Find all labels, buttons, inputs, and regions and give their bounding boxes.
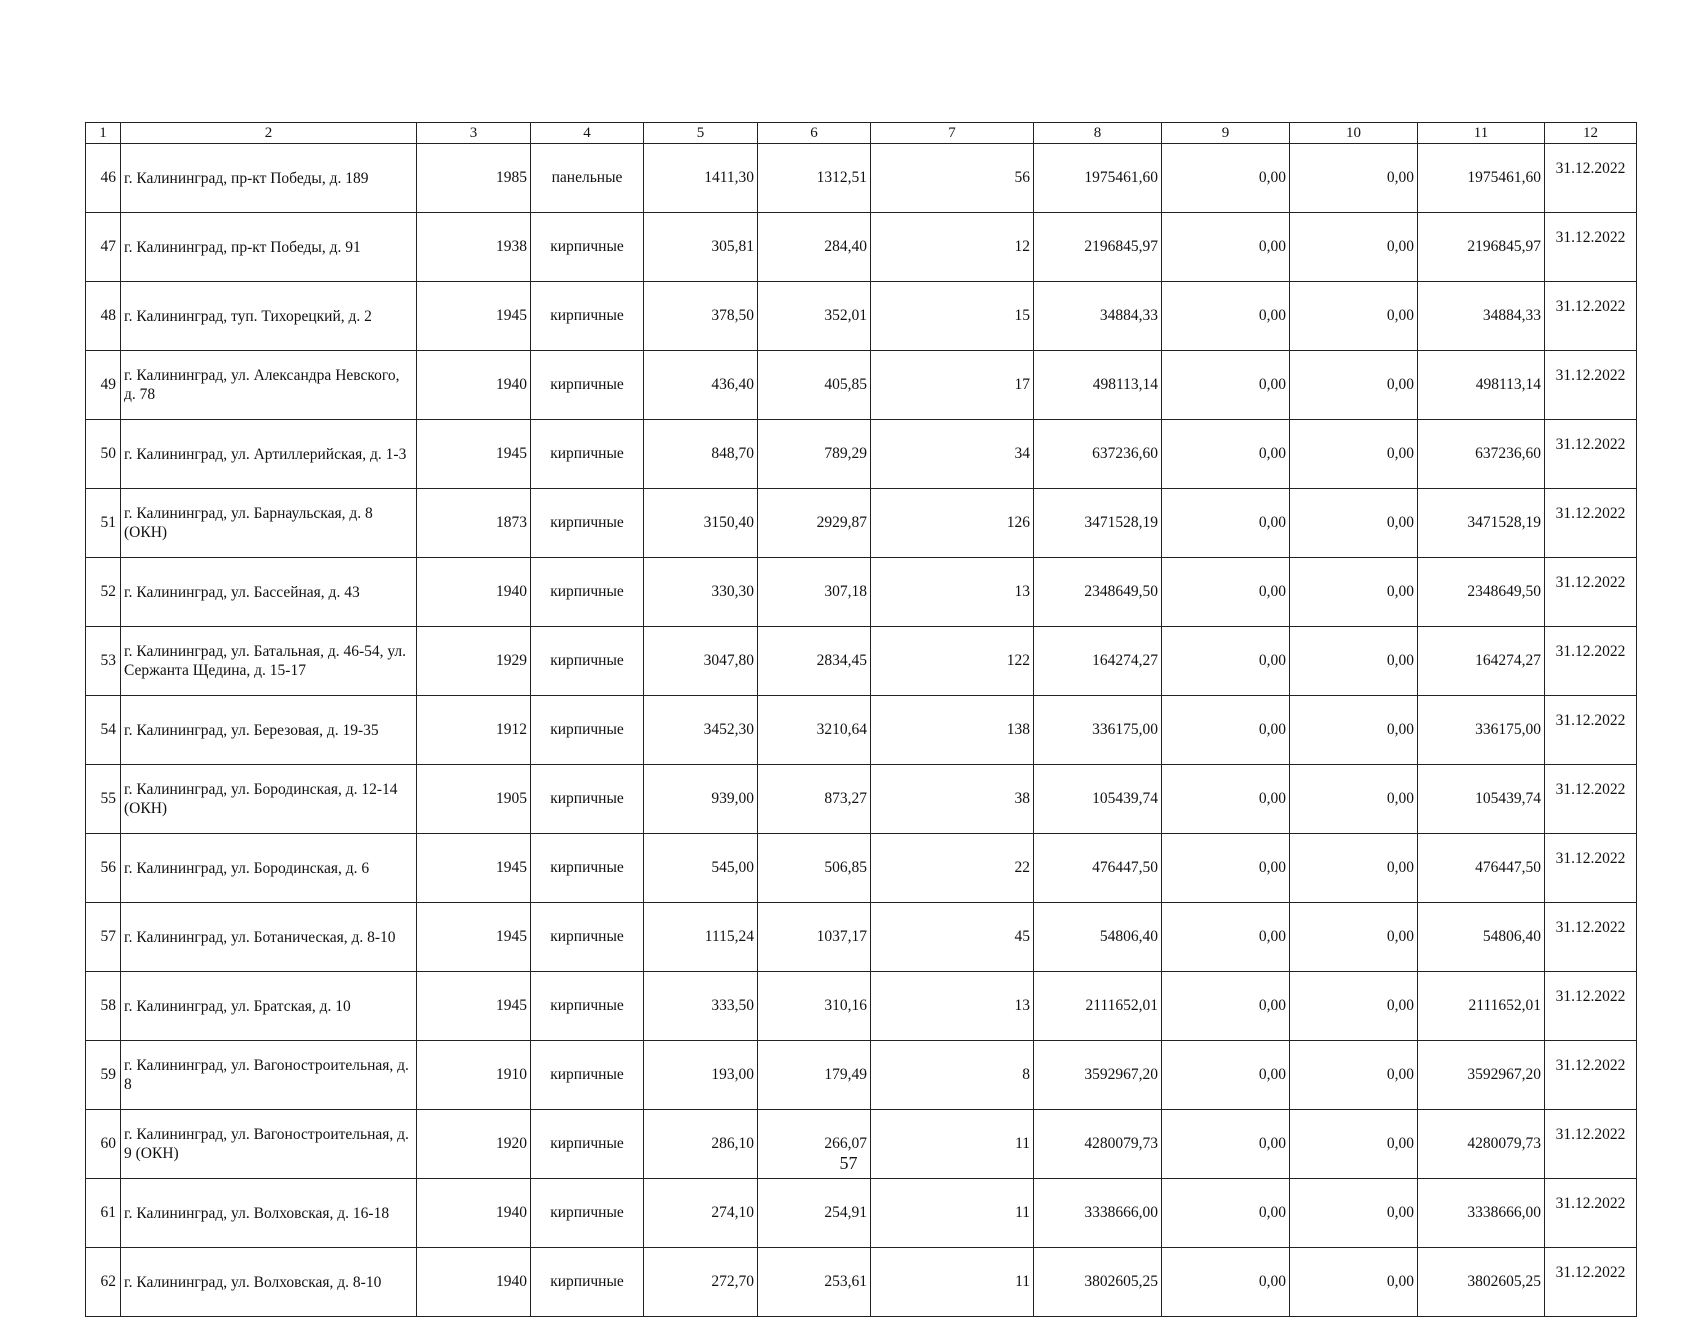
year-cell: 1940 <box>417 1248 531 1317</box>
address-cell: г. Калининград, ул. Волховская, д. 8-10 <box>121 1248 417 1317</box>
living-area-cell: 873,27 <box>758 765 871 834</box>
completion-date-cell: 31.12.2022 <box>1545 144 1637 213</box>
cost-owners-cell: 637236,60 <box>1418 420 1545 489</box>
cost-budget-cell: 0,00 <box>1290 351 1418 420</box>
completion-date-cell: 31.12.2022 <box>1545 627 1637 696</box>
cost-owners-cell: 3471528,19 <box>1418 489 1545 558</box>
year-cell: 1940 <box>417 1179 531 1248</box>
cost-budget-cell: 0,00 <box>1290 1041 1418 1110</box>
address-cell: г. Калининград, ул. Артиллерийская, д. 1-3 <box>121 420 417 489</box>
residents-count-cell: 15 <box>871 282 1034 351</box>
completion-date-cell: 31.12.2022 <box>1545 834 1637 903</box>
residents-count-cell: 38 <box>871 765 1034 834</box>
cost-budget-cell: 0,00 <box>1290 489 1418 558</box>
table-row <box>86 489 1637 558</box>
residents-count-cell: 22 <box>871 834 1034 903</box>
total-area-cell: 3452,30 <box>644 696 758 765</box>
year-cell: 1912 <box>417 696 531 765</box>
row-number-cell: 46 <box>86 144 121 213</box>
row-number-cell: 54 <box>86 696 121 765</box>
table-row <box>86 903 1637 972</box>
row-number-cell: 49 <box>86 351 121 420</box>
completion-date-cell: 31.12.2022 <box>1545 696 1637 765</box>
table-body <box>86 144 1637 1317</box>
completion-date-cell: 31.12.2022 <box>1545 1041 1637 1110</box>
page-number: 57 <box>839 1153 858 1173</box>
wall-material-cell: кирпичные <box>531 420 644 489</box>
wall-material-cell: кирпичные <box>531 282 644 351</box>
row-number-cell: 55 <box>86 765 121 834</box>
completion-date-cell: 31.12.2022 <box>1545 765 1637 834</box>
residents-count-cell: 122 <box>871 627 1034 696</box>
wall-material-cell: кирпичные <box>531 1248 644 1317</box>
residents-count-cell: 13 <box>871 558 1034 627</box>
completion-date-cell: 31.12.2022 <box>1545 282 1637 351</box>
column-header-6: 6 <box>758 123 871 144</box>
residents-count-cell: 45 <box>871 903 1034 972</box>
year-cell: 1945 <box>417 420 531 489</box>
cost-total-cell: 3338666,00 <box>1034 1179 1162 1248</box>
cost-budget-cell: 0,00 <box>1290 1110 1418 1179</box>
column-header-1: 1 <box>86 123 121 144</box>
cost-owners-cell: 2348649,50 <box>1418 558 1545 627</box>
living-area-cell: 789,29 <box>758 420 871 489</box>
wall-material-cell: кирпичные <box>531 765 644 834</box>
table-row <box>86 1248 1637 1317</box>
residents-count-cell: 17 <box>871 351 1034 420</box>
row-number-cell: 48 <box>86 282 121 351</box>
row-number-cell: 62 <box>86 1248 121 1317</box>
cost-total-cell: 498113,14 <box>1034 351 1162 420</box>
address-cell: г. Калининград, ул. Александра Невского, д. 78 <box>121 351 417 420</box>
total-area-cell: 1411,30 <box>644 144 758 213</box>
cost-budget-cell: 0,00 <box>1290 696 1418 765</box>
row-number-cell: 58 <box>86 972 121 1041</box>
living-area-cell: 253,61 <box>758 1248 871 1317</box>
year-cell: 1945 <box>417 972 531 1041</box>
row-number-cell: 53 <box>86 627 121 696</box>
living-area-cell: 2929,87 <box>758 489 871 558</box>
completion-date-cell: 31.12.2022 <box>1545 903 1637 972</box>
cost-fund-cell: 0,00 <box>1162 972 1290 1041</box>
year-cell: 1910 <box>417 1041 531 1110</box>
year-cell: 1929 <box>417 627 531 696</box>
cost-total-cell: 476447,50 <box>1034 834 1162 903</box>
table-row <box>86 282 1637 351</box>
cost-owners-cell: 336175,00 <box>1418 696 1545 765</box>
cost-fund-cell: 0,00 <box>1162 1248 1290 1317</box>
year-cell: 1940 <box>417 558 531 627</box>
cost-owners-cell: 476447,50 <box>1418 834 1545 903</box>
living-area-cell: 2834,45 <box>758 627 871 696</box>
table-row <box>86 558 1637 627</box>
table-row <box>86 1179 1637 1248</box>
column-header-4: 4 <box>531 123 644 144</box>
address-cell: г. Калининград, ул. Бассейная, д. 43 <box>121 558 417 627</box>
address-cell: г. Калининград, туп. Тихорецкий, д. 2 <box>121 282 417 351</box>
total-area-cell: 272,70 <box>644 1248 758 1317</box>
cost-budget-cell: 0,00 <box>1290 627 1418 696</box>
cost-owners-cell: 164274,27 <box>1418 627 1545 696</box>
wall-material-cell: кирпичные <box>531 696 644 765</box>
living-area-cell: 284,40 <box>758 213 871 282</box>
total-area-cell: 3150,40 <box>644 489 758 558</box>
living-area-cell: 405,85 <box>758 351 871 420</box>
cost-fund-cell: 0,00 <box>1162 834 1290 903</box>
cost-fund-cell: 0,00 <box>1162 351 1290 420</box>
wall-material-cell: кирпичные <box>531 1110 644 1179</box>
total-area-cell: 848,70 <box>644 420 758 489</box>
completion-date-cell: 31.12.2022 <box>1545 972 1637 1041</box>
cost-budget-cell: 0,00 <box>1290 1248 1418 1317</box>
cost-fund-cell: 0,00 <box>1162 1041 1290 1110</box>
residents-count-cell: 12 <box>871 213 1034 282</box>
row-number-cell: 56 <box>86 834 121 903</box>
column-header-11: 11 <box>1418 123 1545 144</box>
row-number-cell: 52 <box>86 558 121 627</box>
year-cell: 1945 <box>417 903 531 972</box>
table-row <box>86 627 1637 696</box>
wall-material-cell: кирпичные <box>531 903 644 972</box>
total-area-cell: 545,00 <box>644 834 758 903</box>
cost-total-cell: 2111652,01 <box>1034 972 1162 1041</box>
wall-material-cell: кирпичные <box>531 558 644 627</box>
column-header-5: 5 <box>644 123 758 144</box>
cost-total-cell: 164274,27 <box>1034 627 1162 696</box>
cost-budget-cell: 0,00 <box>1290 1179 1418 1248</box>
cost-budget-cell: 0,00 <box>1290 834 1418 903</box>
total-area-cell: 333,50 <box>644 972 758 1041</box>
cost-fund-cell: 0,00 <box>1162 903 1290 972</box>
year-cell: 1873 <box>417 489 531 558</box>
year-cell: 1920 <box>417 1110 531 1179</box>
column-header-10: 10 <box>1290 123 1418 144</box>
total-area-cell: 193,00 <box>644 1041 758 1110</box>
row-number-cell: 47 <box>86 213 121 282</box>
row-number-cell: 60 <box>86 1110 121 1179</box>
cost-fund-cell: 0,00 <box>1162 489 1290 558</box>
cost-owners-cell: 2111652,01 <box>1418 972 1545 1041</box>
cost-owners-cell: 3592967,20 <box>1418 1041 1545 1110</box>
year-cell: 1945 <box>417 834 531 903</box>
completion-date-cell: 31.12.2022 <box>1545 1248 1637 1317</box>
completion-date-cell: 31.12.2022 <box>1545 351 1637 420</box>
cost-budget-cell: 0,00 <box>1290 765 1418 834</box>
completion-date-cell: 31.12.2022 <box>1545 558 1637 627</box>
cost-total-cell: 34884,33 <box>1034 282 1162 351</box>
living-area-cell: 3210,64 <box>758 696 871 765</box>
residents-count-cell: 138 <box>871 696 1034 765</box>
address-cell: г. Калининград, ул. Ботаническая, д. 8-10 <box>121 903 417 972</box>
completion-date-cell: 31.12.2022 <box>1545 1179 1637 1248</box>
address-cell: г. Калининград, ул. Вагоностроительная, д. 9 (ОКН) <box>121 1110 417 1179</box>
cost-budget-cell: 0,00 <box>1290 972 1418 1041</box>
cost-fund-cell: 0,00 <box>1162 627 1290 696</box>
column-header-2: 2 <box>121 123 417 144</box>
year-cell: 1905 <box>417 765 531 834</box>
completion-date-cell: 31.12.2022 <box>1545 213 1637 282</box>
cost-total-cell: 54806,40 <box>1034 903 1162 972</box>
cost-owners-cell: 34884,33 <box>1418 282 1545 351</box>
column-header-9: 9 <box>1162 123 1290 144</box>
column-header-3: 3 <box>417 123 531 144</box>
cost-budget-cell: 0,00 <box>1290 420 1418 489</box>
cost-budget-cell: 0,00 <box>1290 213 1418 282</box>
total-area-cell: 330,30 <box>644 558 758 627</box>
row-number-cell: 61 <box>86 1179 121 1248</box>
completion-date-cell: 31.12.2022 <box>1545 489 1637 558</box>
cost-total-cell: 1975461,60 <box>1034 144 1162 213</box>
year-cell: 1938 <box>417 213 531 282</box>
total-area-cell: 3047,80 <box>644 627 758 696</box>
cost-fund-cell: 0,00 <box>1162 558 1290 627</box>
table-row <box>86 144 1637 213</box>
row-number-cell: 59 <box>86 1041 121 1110</box>
cost-budget-cell: 0,00 <box>1290 903 1418 972</box>
cost-fund-cell: 0,00 <box>1162 420 1290 489</box>
cost-owners-cell: 1975461,60 <box>1418 144 1545 213</box>
cost-total-cell: 4280079,73 <box>1034 1110 1162 1179</box>
living-area-cell: 1312,51 <box>758 144 871 213</box>
table-row <box>86 213 1637 282</box>
address-cell: г. Калининград, ул. Барнаульская, д. 8 (ОКН) <box>121 489 417 558</box>
living-area-cell: 179,49 <box>758 1041 871 1110</box>
cost-fund-cell: 0,00 <box>1162 765 1290 834</box>
cost-total-cell: 2196845,97 <box>1034 213 1162 282</box>
wall-material-cell: панельные <box>531 144 644 213</box>
total-area-cell: 305,81 <box>644 213 758 282</box>
cost-budget-cell: 0,00 <box>1290 144 1418 213</box>
address-cell: г. Калининград, пр-кт Победы, д. 189 <box>121 144 417 213</box>
cost-fund-cell: 0,00 <box>1162 1179 1290 1248</box>
year-cell: 1945 <box>417 282 531 351</box>
cost-fund-cell: 0,00 <box>1162 1110 1290 1179</box>
cost-total-cell: 3802605,25 <box>1034 1248 1162 1317</box>
residents-count-cell: 34 <box>871 420 1034 489</box>
cost-owners-cell: 4280079,73 <box>1418 1110 1545 1179</box>
total-area-cell: 939,00 <box>644 765 758 834</box>
cost-total-cell: 2348649,50 <box>1034 558 1162 627</box>
wall-material-cell: кирпичные <box>531 489 644 558</box>
table-row <box>86 1041 1637 1110</box>
residents-count-cell: 11 <box>871 1179 1034 1248</box>
address-cell: г. Калининград, ул. Братская, д. 10 <box>121 972 417 1041</box>
residents-count-cell: 11 <box>871 1110 1034 1179</box>
address-cell: г. Калининград, пр-кт Победы, д. 91 <box>121 213 417 282</box>
cost-budget-cell: 0,00 <box>1290 282 1418 351</box>
cost-owners-cell: 3338666,00 <box>1418 1179 1545 1248</box>
address-cell: г. Калининград, ул. Батальная, д. 46-54, ул. Сержанта Щедина, д. 15-17 <box>121 627 417 696</box>
wall-material-cell: кирпичные <box>531 834 644 903</box>
living-area-cell: 352,01 <box>758 282 871 351</box>
row-number-cell: 51 <box>86 489 121 558</box>
cost-owners-cell: 105439,74 <box>1418 765 1545 834</box>
column-number-header-row <box>86 123 1637 144</box>
wall-material-cell: кирпичные <box>531 1179 644 1248</box>
table-row <box>86 696 1637 765</box>
residents-count-cell: 8 <box>871 1041 1034 1110</box>
wall-material-cell: кирпичные <box>531 627 644 696</box>
residents-count-cell: 13 <box>871 972 1034 1041</box>
living-area-cell: 254,91 <box>758 1179 871 1248</box>
wall-material-cell: кирпичные <box>531 351 644 420</box>
cost-fund-cell: 0,00 <box>1162 213 1290 282</box>
cost-owners-cell: 2196845,97 <box>1418 213 1545 282</box>
cost-fund-cell: 0,00 <box>1162 696 1290 765</box>
table-row <box>86 351 1637 420</box>
address-cell: г. Калининград, ул. Волховская, д. 16-18 <box>121 1179 417 1248</box>
total-area-cell: 286,10 <box>644 1110 758 1179</box>
column-header-7: 7 <box>871 123 1034 144</box>
completion-date-cell: 31.12.2022 <box>1545 420 1637 489</box>
cost-fund-cell: 0,00 <box>1162 282 1290 351</box>
table-row <box>86 972 1637 1041</box>
residents-count-cell: 56 <box>871 144 1034 213</box>
wall-material-cell: кирпичные <box>531 1041 644 1110</box>
total-area-cell: 378,50 <box>644 282 758 351</box>
cost-owners-cell: 3802605,25 <box>1418 1248 1545 1317</box>
cost-total-cell: 336175,00 <box>1034 696 1162 765</box>
wall-material-cell: кирпичные <box>531 213 644 282</box>
total-area-cell: 436,40 <box>644 351 758 420</box>
residents-count-cell: 126 <box>871 489 1034 558</box>
row-number-cell: 57 <box>86 903 121 972</box>
cost-total-cell: 105439,74 <box>1034 765 1162 834</box>
column-header-8: 8 <box>1034 123 1162 144</box>
cost-total-cell: 3592967,20 <box>1034 1041 1162 1110</box>
year-cell: 1985 <box>417 144 531 213</box>
cost-owners-cell: 498113,14 <box>1418 351 1545 420</box>
cost-total-cell: 637236,60 <box>1034 420 1162 489</box>
living-area-cell: 310,16 <box>758 972 871 1041</box>
housing-register-table <box>85 122 1637 1317</box>
completion-date-cell: 31.12.2022 <box>1545 1110 1637 1179</box>
cost-fund-cell: 0,00 <box>1162 144 1290 213</box>
address-cell: г. Калининград, ул. Березовая, д. 19-35 <box>121 696 417 765</box>
column-header-12: 12 <box>1545 123 1637 144</box>
total-area-cell: 1115,24 <box>644 903 758 972</box>
address-cell: г. Калининград, ул. Бородинская, д. 12-14 (ОКН) <box>121 765 417 834</box>
cost-budget-cell: 0,00 <box>1290 558 1418 627</box>
wall-material-cell: кирпичные <box>531 972 644 1041</box>
row-number-cell: 50 <box>86 420 121 489</box>
living-area-cell: 1037,17 <box>758 903 871 972</box>
cost-total-cell: 3471528,19 <box>1034 489 1162 558</box>
living-area-cell: 266,07 <box>758 1110 871 1179</box>
table-row <box>86 834 1637 903</box>
address-cell: г. Калининград, ул. Вагоностроительная, д. 8 <box>121 1041 417 1110</box>
table-row <box>86 420 1637 489</box>
total-area-cell: 274,10 <box>644 1179 758 1248</box>
living-area-cell: 307,18 <box>758 558 871 627</box>
year-cell: 1940 <box>417 351 531 420</box>
address-cell: г. Калининград, ул. Бородинская, д. 6 <box>121 834 417 903</box>
table-row <box>86 765 1637 834</box>
residents-count-cell: 11 <box>871 1248 1034 1317</box>
cost-owners-cell: 54806,40 <box>1418 903 1545 972</box>
living-area-cell: 506,85 <box>758 834 871 903</box>
